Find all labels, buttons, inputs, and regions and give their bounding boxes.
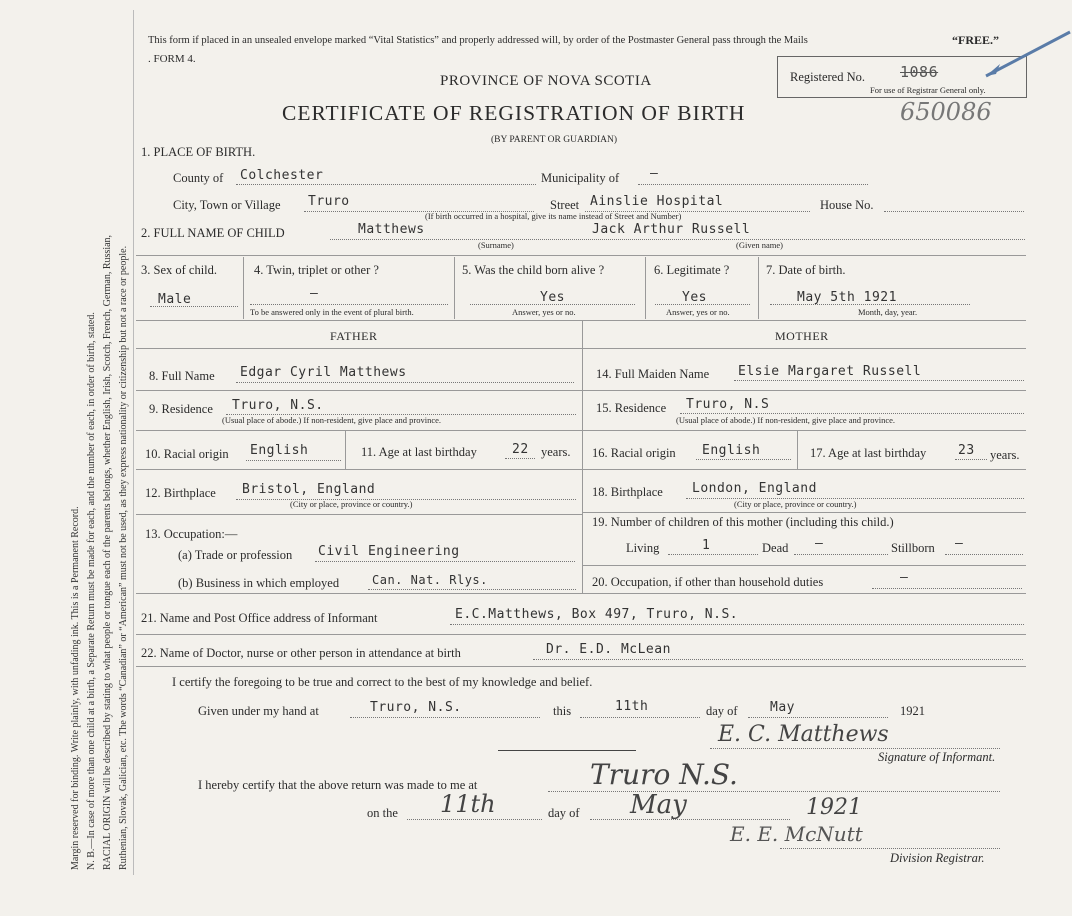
informant-label: 21. Name and Post Office address of Informant xyxy=(141,611,378,625)
registrar-signature: E. E. McNutt xyxy=(730,822,863,846)
rule-f4 xyxy=(136,514,582,515)
divider-mother-race xyxy=(797,431,798,469)
informant-sig-label: Signature of Informant. xyxy=(878,750,996,764)
living-value: 1 xyxy=(702,538,711,553)
legit-line xyxy=(655,304,750,305)
rule-3 xyxy=(136,348,1026,349)
mother-heading: MOTHER xyxy=(775,329,829,343)
month-line xyxy=(748,717,888,718)
rule-m4 xyxy=(583,512,1026,513)
registrar-month-line xyxy=(590,819,790,820)
living-label: Living xyxy=(626,541,660,555)
pencil-mark xyxy=(978,28,1072,83)
place-heading: 1. PLACE OF BIRTH. xyxy=(141,145,256,159)
certificate-subtitle: (BY PARENT OR GUARDIAN) xyxy=(491,135,618,145)
rule-f2 xyxy=(136,430,582,431)
rule-4 xyxy=(136,593,1026,594)
father-res-note: (Usual place of abode.) If non-resident, give place and province. xyxy=(222,415,442,425)
hospital-note: (If birth occurred in a hospital, give its name instead of Street and Number) xyxy=(425,211,682,221)
doctor-label: 22. Name of Doctor, nurse or other person in attendance at birth xyxy=(141,646,461,660)
signature-rule xyxy=(498,750,636,751)
mother-name-line xyxy=(734,380,1024,381)
mother-res-label: 15. Residence xyxy=(596,401,667,415)
registrar-text: I hereby certify that the above return was made to me at xyxy=(198,778,478,792)
dead-line xyxy=(794,554,888,555)
father-occupation-label: 13. Occupation:— xyxy=(145,527,238,541)
registrar-sig-label: Division Registrar. xyxy=(890,851,985,865)
sex-label: 3. Sex of child. xyxy=(141,263,218,277)
mail-notice: This form if placed in an unsealed envelope marked “Vital Statistics” and properly addressed will, by order of the Postmaster General pass through the Mails xyxy=(148,35,808,46)
registrar-sig-line xyxy=(780,848,1000,849)
rule-m5 xyxy=(583,565,1026,566)
informant-sig-line xyxy=(710,748,1000,749)
dead-label: Dead xyxy=(762,541,789,555)
municipality-value: — xyxy=(650,166,659,181)
certify-text: I certify the foregoing to be true and correct to the best of my knowledge and belief. xyxy=(172,675,593,689)
given-label: Given under my hand at xyxy=(198,704,319,718)
stillborn-label: Stillborn xyxy=(891,541,935,555)
county-line xyxy=(236,184,536,185)
day-line xyxy=(580,717,700,718)
divider-twin xyxy=(454,257,455,319)
father-age-value: 22 xyxy=(512,442,529,457)
rule-2 xyxy=(136,320,1026,321)
mother-race-label: 16. Racial origin xyxy=(592,446,676,460)
doctor-line xyxy=(533,659,1023,660)
registrar-day-line xyxy=(407,819,542,820)
father-heading: FATHER xyxy=(330,329,378,343)
dob-line xyxy=(770,304,970,305)
stillborn-value: — xyxy=(955,536,964,551)
rule-5 xyxy=(136,634,1026,635)
month-value: May xyxy=(770,700,795,715)
mother-age-line xyxy=(955,459,987,460)
father-age-label: 11. Age at last birthday xyxy=(361,445,477,459)
father-res-label: 9. Residence xyxy=(149,402,213,416)
day-value: 11th xyxy=(615,699,649,714)
municipality-line xyxy=(638,184,868,185)
mother-race-value: English xyxy=(702,443,761,458)
divider-sex xyxy=(243,257,244,319)
sex-value: Male xyxy=(158,292,192,307)
twin-note: To be answered only in the event of plural birth. xyxy=(250,307,414,317)
registered-number: 1086 xyxy=(900,63,939,81)
surname-note: (Surname) xyxy=(478,240,514,250)
father-trade-line xyxy=(315,561,575,562)
county-value: Colchester xyxy=(240,168,324,183)
informant-line xyxy=(450,624,1024,625)
divider-father-race xyxy=(345,431,346,469)
registrar-dayof-label: day of xyxy=(548,806,580,820)
mother-race-line xyxy=(696,459,791,460)
dob-label: 7. Date of birth. xyxy=(766,263,846,277)
mother-occupation-label: 20. Occupation, if other than household duties xyxy=(592,575,824,589)
twin-label: 4. Twin, triplet or other ? xyxy=(254,263,379,277)
day-of-label: day of xyxy=(706,704,738,718)
legit-label: 6. Legitimate ? xyxy=(654,263,730,277)
certificate-title: CERTIFICATE OF REGISTRATION OF BIRTH xyxy=(282,101,746,125)
registrar-year-value: 1921 xyxy=(806,795,862,820)
column-divider xyxy=(582,321,583,593)
given-place-line xyxy=(350,717,540,718)
rule-m3 xyxy=(583,469,1026,470)
mother-age-value: 23 xyxy=(958,443,975,458)
registrar-month-value: May xyxy=(630,790,687,820)
twin-line xyxy=(250,304,448,305)
year-value: 1921 xyxy=(900,704,925,718)
mother-name-label: 14. Full Maiden Name xyxy=(596,367,710,381)
father-business-line xyxy=(368,589,576,590)
registrar-day-value: 11th xyxy=(440,790,496,818)
father-birthplace-label: 12. Birthplace xyxy=(145,486,216,500)
father-business-value: Can. Nat. Rlys. xyxy=(372,573,488,587)
mother-occupation-line xyxy=(872,588,1022,589)
rule-6 xyxy=(136,666,1026,667)
divider-legit xyxy=(758,257,759,319)
margin-rule xyxy=(133,10,134,875)
father-name-line xyxy=(236,382,574,383)
father-race-label: 10. Racial origin xyxy=(145,447,229,461)
informant-signature: E. C. Matthews xyxy=(718,722,889,747)
stillborn-line xyxy=(945,554,1023,555)
father-trade-value: Civil Engineering xyxy=(318,544,460,559)
alive-line xyxy=(470,304,635,305)
registrar-on-label: on the xyxy=(367,806,398,820)
margin-note-2: N. B.—In case of more than one child at a birth, a Separate Return must be made for each, and the number of each, in order of birth, stated. xyxy=(86,312,97,870)
municipality-label: Municipality of xyxy=(541,171,620,185)
mother-res-line xyxy=(680,413,1024,414)
city-value: Truro xyxy=(308,194,350,209)
child-given-name: Jack Arthur Russell xyxy=(592,222,751,237)
alive-value: Yes xyxy=(540,290,565,305)
legit-value: Yes xyxy=(682,290,707,305)
mother-birthplace-value: London, England xyxy=(692,481,817,496)
rule-m2 xyxy=(583,430,1026,431)
father-years: years. xyxy=(541,445,571,459)
rule-f1 xyxy=(136,390,582,391)
dob-value: May 5th 1921 xyxy=(797,290,897,305)
living-line xyxy=(668,554,758,555)
doctor-value: Dr. E.D. McLean xyxy=(546,642,671,657)
given-note: (Given name) xyxy=(736,240,783,250)
mother-occupation-value: — xyxy=(900,570,909,585)
father-birthplace-note: (City or place, province or country.) xyxy=(290,499,413,509)
given-place-value: Truro, N.S. xyxy=(370,700,462,715)
rule-1 xyxy=(136,255,1026,256)
mother-age-label: 17. Age at last birthday xyxy=(810,446,927,460)
alive-label: 5. Was the child born alive ? xyxy=(462,263,605,277)
mother-birthplace-label: 18. Birthplace xyxy=(592,485,663,499)
margin-note-1: Margin reserved for binding. Write plainly, with unfading ink. This is a Permanent Record. xyxy=(70,506,81,870)
this-label: this xyxy=(553,704,572,718)
house-label: House No. xyxy=(820,198,874,212)
father-res-value: Truro, N.S. xyxy=(232,398,324,413)
child-surname: Matthews xyxy=(358,222,425,237)
sex-line xyxy=(150,306,238,307)
mother-children-label: 19. Number of children of this mother (including this child.) xyxy=(592,515,894,529)
province-title: PROVINCE OF NOVA SCOTIA xyxy=(440,73,652,89)
father-name-value: Edgar Cyril Matthews xyxy=(240,365,407,380)
father-race-line xyxy=(246,460,341,461)
father-trade-label: (a) Trade or profession xyxy=(178,548,293,562)
street-label: Street xyxy=(550,198,580,212)
informant-value: E.C.Matthews, Box 497, Truro, N.S. xyxy=(455,607,739,622)
dob-note: Month, day, year. xyxy=(858,307,918,317)
city-label: City, Town or Village xyxy=(173,198,281,212)
rule-f3 xyxy=(136,469,582,470)
alive-note: Answer, yes or no. xyxy=(512,307,576,317)
father-age-line xyxy=(505,458,535,459)
legit-note: Answer, yes or no. xyxy=(666,307,730,317)
dead-value: — xyxy=(815,536,824,551)
twin-value: — xyxy=(310,286,319,301)
registrar-place-line xyxy=(548,791,1000,792)
registered-note: For use of Registrar General only. xyxy=(870,85,986,95)
county-label: County of xyxy=(173,171,224,185)
child-name-line xyxy=(330,239,1025,240)
father-race-value: English xyxy=(250,443,309,458)
father-business-label: (b) Business in which employed xyxy=(178,576,340,590)
father-birthplace-value: Bristol, England xyxy=(242,482,376,497)
child-name-label: 2. FULL NAME OF CHILD xyxy=(141,226,285,240)
form-number: . FORM 4. xyxy=(148,53,196,65)
free-label: “FREE.” xyxy=(952,33,1000,47)
margin-note-3: RACIAL ORIGIN will be described by stating to what people or tongue each of the parents belongs, whether English, Irish, Scotch, French, German, Russian, xyxy=(102,234,113,870)
street-value: Ainslie Hospital xyxy=(590,194,724,209)
father-name-label: 8. Full Name xyxy=(149,369,215,383)
mother-res-note: (Usual place of abode.) If non-resident, give place and province. xyxy=(676,415,896,425)
mother-name-value: Elsie Margaret Russell xyxy=(738,364,922,379)
mother-res-value: Truro, N.S xyxy=(686,397,770,412)
house-line xyxy=(884,211,1024,212)
registrar-place-value: Truro N.S. xyxy=(590,758,738,791)
mother-birthplace-note: (City or place, province or country.) xyxy=(734,499,857,509)
stamp-number: 650086 xyxy=(900,98,992,126)
mother-years: years. xyxy=(990,448,1020,462)
registered-label: Registered No. xyxy=(790,70,865,84)
rule-m1 xyxy=(583,390,1026,391)
divider-alive xyxy=(645,257,646,319)
margin-note-4: Ruthenian, Slovak, Galician, etc. The words “Canadian” or “American” must not be used, as they express nationality or citizenship but not a race or people. xyxy=(118,245,129,870)
